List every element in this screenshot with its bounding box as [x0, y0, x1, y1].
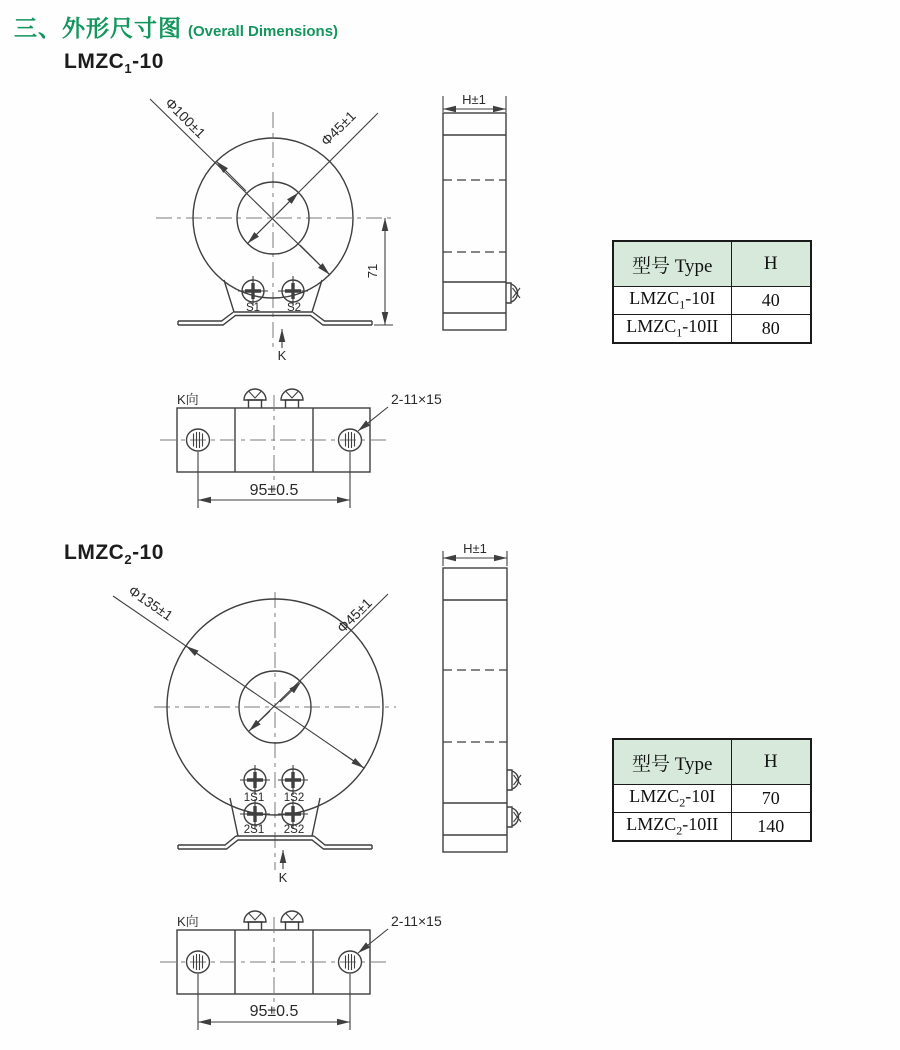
- table-lmzc1-10: [612, 240, 812, 344]
- k-view-label: K向: [177, 914, 199, 929]
- type-cell: [613, 813, 731, 842]
- page-title-cn: 三、外形尺寸图: [14, 15, 182, 41]
- slot-size-label: 2-11×15: [391, 391, 442, 407]
- type-rest: -10II: [682, 316, 719, 337]
- terminal-label-s2: S2: [286, 302, 302, 314]
- table-row: [613, 785, 811, 813]
- type-subscript: 2: [679, 795, 686, 810]
- col-header-h: H: [731, 739, 811, 785]
- model-suffix: -10: [132, 541, 164, 564]
- type-prefix: LMZC: [626, 316, 677, 337]
- table-header-row: [613, 739, 811, 785]
- inner-diameter-label: Φ45±1: [317, 107, 359, 149]
- h-value-cell: 80: [731, 315, 811, 344]
- front-view-lmzc2: [113, 582, 396, 885]
- outer-diameter-label: Φ135±1: [125, 582, 176, 624]
- type-subscript: 2: [676, 823, 683, 838]
- table-row: [613, 813, 811, 842]
- type-subscript: 1: [676, 325, 683, 340]
- side-view-lmzc1: [443, 92, 520, 330]
- k-direction-label: K: [278, 870, 288, 885]
- h-value-cell: 70: [731, 785, 811, 813]
- type-cell: [613, 785, 731, 813]
- page-title-en: (Overall Dimensions): [188, 23, 339, 40]
- slot-size-label: 2-11×15: [391, 913, 442, 929]
- side-width-dim-label: H±1: [463, 541, 487, 556]
- bottom-width-dim-label: 95±0.5: [249, 1003, 299, 1020]
- terminal-label-s1: S1: [245, 302, 261, 314]
- terminal-label-1s1: 1S1: [243, 792, 265, 804]
- type-prefix: LMZC: [626, 814, 677, 835]
- side-view-lmzc2: [443, 541, 521, 852]
- model-prefix: LMZC: [64, 50, 125, 73]
- table-row: [613, 287, 811, 315]
- type-subscript: 1: [679, 297, 686, 312]
- table-lmzc2-10: [612, 738, 812, 842]
- side-width-dim-label: H±1: [462, 92, 486, 107]
- terminal-label-1s2: 1S2: [283, 792, 305, 804]
- k-direction-label: K: [277, 348, 287, 363]
- model-prefix: LMZC: [64, 541, 125, 564]
- model-suffix: -10: [132, 50, 164, 73]
- terminal-label-2s2: 2S2: [283, 824, 305, 836]
- type-rest: -10II: [682, 814, 719, 835]
- height-dim-label: 71: [365, 263, 380, 279]
- terminal-label-2s1: 2S1: [243, 824, 265, 836]
- k-view-label: K向: [177, 392, 199, 407]
- inner-diameter-label: Φ45±1: [333, 594, 375, 636]
- model-subscript: 1: [124, 61, 133, 77]
- bottom-view-lmzc2: [160, 911, 442, 1030]
- outer-diameter-label: Φ100±1: [162, 94, 209, 142]
- type-cell: [613, 315, 731, 344]
- bottom-width-dim-label: 95±0.5: [249, 482, 299, 499]
- h-value-cell: 40: [731, 287, 811, 315]
- type-cell: [613, 287, 731, 315]
- table-row: [613, 315, 811, 344]
- type-rest: -10I: [685, 786, 716, 807]
- type-rest: -10I: [685, 288, 716, 309]
- bottom-view-lmzc1: [160, 389, 442, 508]
- type-prefix: LMZC: [629, 288, 680, 309]
- col-header-h: H: [731, 241, 811, 287]
- front-view-lmzc1: [150, 95, 393, 363]
- h-value-cell: 140: [731, 813, 811, 842]
- type-prefix: LMZC: [629, 786, 680, 807]
- col-header-type: 型号 Type: [613, 241, 731, 287]
- model-subscript: 2: [124, 552, 133, 568]
- col-header-type: 型号 Type: [613, 739, 731, 785]
- table-header-row: [613, 241, 811, 287]
